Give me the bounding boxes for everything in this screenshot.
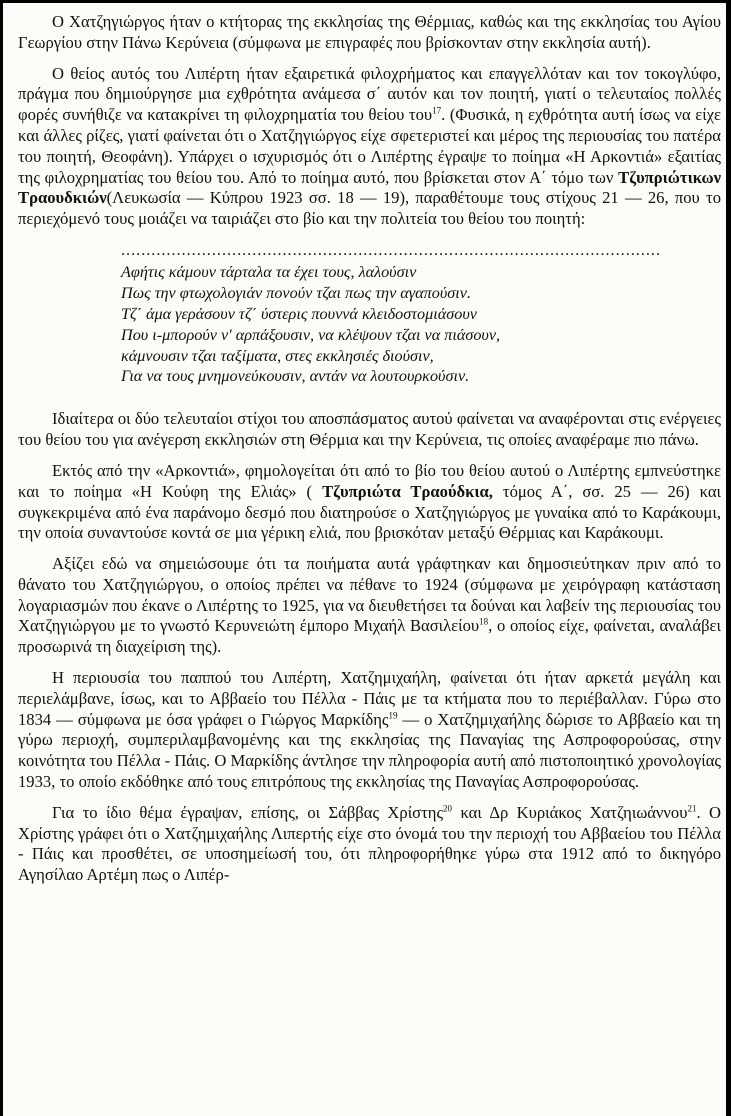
- paragraph-1: [18, 12, 721, 54]
- poem-line: Για να τους μνημονεύκουσιν, αντάν να λουτουρκούσιν.: [121, 367, 470, 386]
- footnote-ref-21: 21: [687, 803, 697, 814]
- paragraph-6-text-a: Η περιουσία του παππού του Λιπέρτη, Χατζημιχαήλη, φαίνεται ότι ήταν αρκετά μεγάλη και περιελάμβανε, ίσως, και το Αββαείο του Πέλλα - Πάις με τα κτήματα που το περιέβαλλαν. Γύρω στο 1834 — σύμφωνα με όσα γράφει ο Γιώργος Μαρκίδης: [18, 668, 721, 729]
- paragraph-2-text-c: (Λευκωσία — Κύπρου 1923 σσ. 18 — 19), παραθέτουμε τους στίχους 21 — 26, που το περιεχόμενό τους μοιάζει να ταιριάζει στο βίο και την πολιτεία του θείου του ποιητή:: [18, 188, 721, 229]
- paragraph-7-text-b: και Δρ Κυριάκος Χατζηιωάννου: [452, 802, 688, 822]
- poem-line: Πως την φτωχολογιάν πονούν τζαι πως την αγαπούσιν.: [121, 283, 472, 302]
- paragraph-2-text-a: Ο θείος αυτός του Λιπέρτη ήταν εξαιρετικά φιλοχρήματος και επαγγελλόταν και τον τοκογλύφο, πράγμα που δημιούργησε μια εχθρότητα ανάμεσα σ΄ αυτόν και τον ποιητή, γιατί ο τελευταίος πολλές φορές συνήθιζε να κατακρίνει τη φιλοχρηματία του θείου του: [18, 63, 721, 125]
- book-title-bold: Τζυπριώτικων Τραουδκιών: [18, 167, 721, 208]
- paragraph-7-text-a: Για το ίδιο θέμα έγραψαν, επίσης, οι Σάββας Χρίστης: [52, 802, 444, 822]
- paragraph-3: [18, 409, 721, 451]
- footnote-ref-18: 18: [479, 616, 489, 627]
- paragraph-6-text-b: — ο Χατζημιχαήλης δώρισε το Αββαείο και τη γύρω περιοχή, συμπεριλαμβανομένης και της εκκλησίας της Παναγίας της Ασπροφορούσας, στην κοινότητα του Πέλλα - Πάις. Ο Μαρκίδης άντλησε την πληροφορία αυτή από πιστοποιητικό χρονολογίας 1933, το οποίο εκδόθηκε από τους επιτρόπους της εκκλησίας της Παναγίας Ασπροφορούσας.: [18, 709, 721, 792]
- poem-line: κάμνουσιν τζαι ταξίματα, στες εκκλησιές διούσιν,: [121, 346, 434, 365]
- paragraph-4: [18, 461, 721, 544]
- poem-line: Που ι-μπορούν ν' αρπάξουσιν, να κλέψουν τζαι να πιάσουν,: [121, 325, 501, 344]
- document-page: [3, 3, 726, 1116]
- paragraph-3-text: Ιδιαίτερα οι δύο τελευταίοι στίχοι του αποσπάσματος αυτού φαίνεται να αναφέρονται στις ενέργειες του θείου του για ανέγερση εκκλησιών στη Θέρμια και την Κερύνεια, τις οποίες αναφέραμε πιο πάνω.: [18, 409, 721, 450]
- paragraph-5-text-a: Αξίζει εδώ να σημειώσουμε ότι τα ποιήματα αυτά γράφτηκαν και δημοσιεύτηκαν πριν από το θάνατο του Χατζηγιώργου, ο οποίος πρέπει να πέθανε το 1924 (σύμφωνα με χειρόγραφη κατάσταση λογαριασμών που έκανε ο Λιπέρτης το 1925, για να διευθετήσει τα δούναι και λαβείν της περιουσίας του Χατζηγιώργου με το γνωστό Κερυνειώτη έμπορο Μιχαήλ Βασιλείου: [18, 554, 721, 636]
- paragraph-6: [18, 668, 721, 793]
- paragraph-4-text-b: τόμος Α΄, σσ. 25 — 26) και συγκεκριμένα από ένα παράνομο δεσμό που διατηρούσε ο Χατζηγιώργος με γυναίκα από το Καράκουμι, την οποία συναντούσε κοντά σε μια γέρικη ελιά, που βρισκόταν μεταξύ Θέρμιας και Καράκουμι.: [18, 481, 721, 543]
- paragraph-5: [18, 554, 721, 658]
- poem-excerpt: [121, 240, 721, 387]
- paragraph-7: [18, 803, 721, 886]
- paragraph-7-text-c: . Ο Χρίστης γράφει ότι ο Χατζημιχαήλης Λιπερτής είχε στο όνομά του την περιοχή του Αββαείου του Πέλλα - Πάις και προσθέτει, σε υποσημείωσή του, ότι πληροφορήθηκε γύρω στα 1912 από το δικηγόρο Αγησίλαο Αρτέμη πως ο Λιπέρ-: [18, 802, 722, 885]
- footnote-ref-20: 20: [443, 803, 453, 814]
- poem-line: Τζ΄ άμα γεράσουν τζ΄ ύστερις πουννά κλειδοστομιάσουν: [121, 304, 477, 323]
- footnote-ref-17: 17: [432, 105, 442, 116]
- book-title-bold-2: Τζυπριώτα Τραούδκια,: [322, 481, 493, 501]
- paragraph-2: [18, 64, 721, 230]
- paragraph-2-text-b: . (Φυσικά, η εχθρότητα αυτή ίσως να είχε και άλλες ρίζες, γιατί φαίνεται ότι ο Χατζηγιώργος είχε σφετεριστεί και μέρος της περιουσίας του πατέρα του ποιητή, Θεοφάνη). Υπάρχει ο ισχυρισμός ότι ο Λιπέρτης έγραψε το ποίημα «Η Αρκοντιά» εξαιτίας της φιλοχρηματίας του θείου του. Από το ποίημα αυτό, που βρίσκεται στον Α΄ τόμο των: [18, 105, 721, 187]
- paragraph-4-text-a: Εκτός από την «Αρκοντιά», φημολογείται ότι από το βίο του θείου αυτού ο Λιπέρτης εμπνεύστηκε και το ποίημα «Η Κούφη της Ελιάς» (: [18, 460, 721, 501]
- poem-ellipsis: ...........................................................................................................: [121, 240, 662, 259]
- footnote-ref-19: 19: [388, 710, 398, 721]
- paragraph-5-text-b: , ο οποίος είχε, φαίνεται, αναλάβει προσωρινά τη διαχείριση της).: [18, 616, 721, 657]
- document-body: [18, 12, 721, 896]
- poem-line: Αφήτις κάμουν τάρταλα τα έχει τους, λαλούσιν: [121, 262, 417, 281]
- paragraph-1-text: Ο Χατζηγιώργος ήταν ο κτήτορας της εκκλησίας της Θέρμιας, καθώς και της εκκλησίας του Αγίου Γεωργίου στην Πάνω Κερύνεια (σύμφωνα με επιγραφές που βρίσκονταν στην εκκλησία αυτή).: [18, 12, 721, 52]
